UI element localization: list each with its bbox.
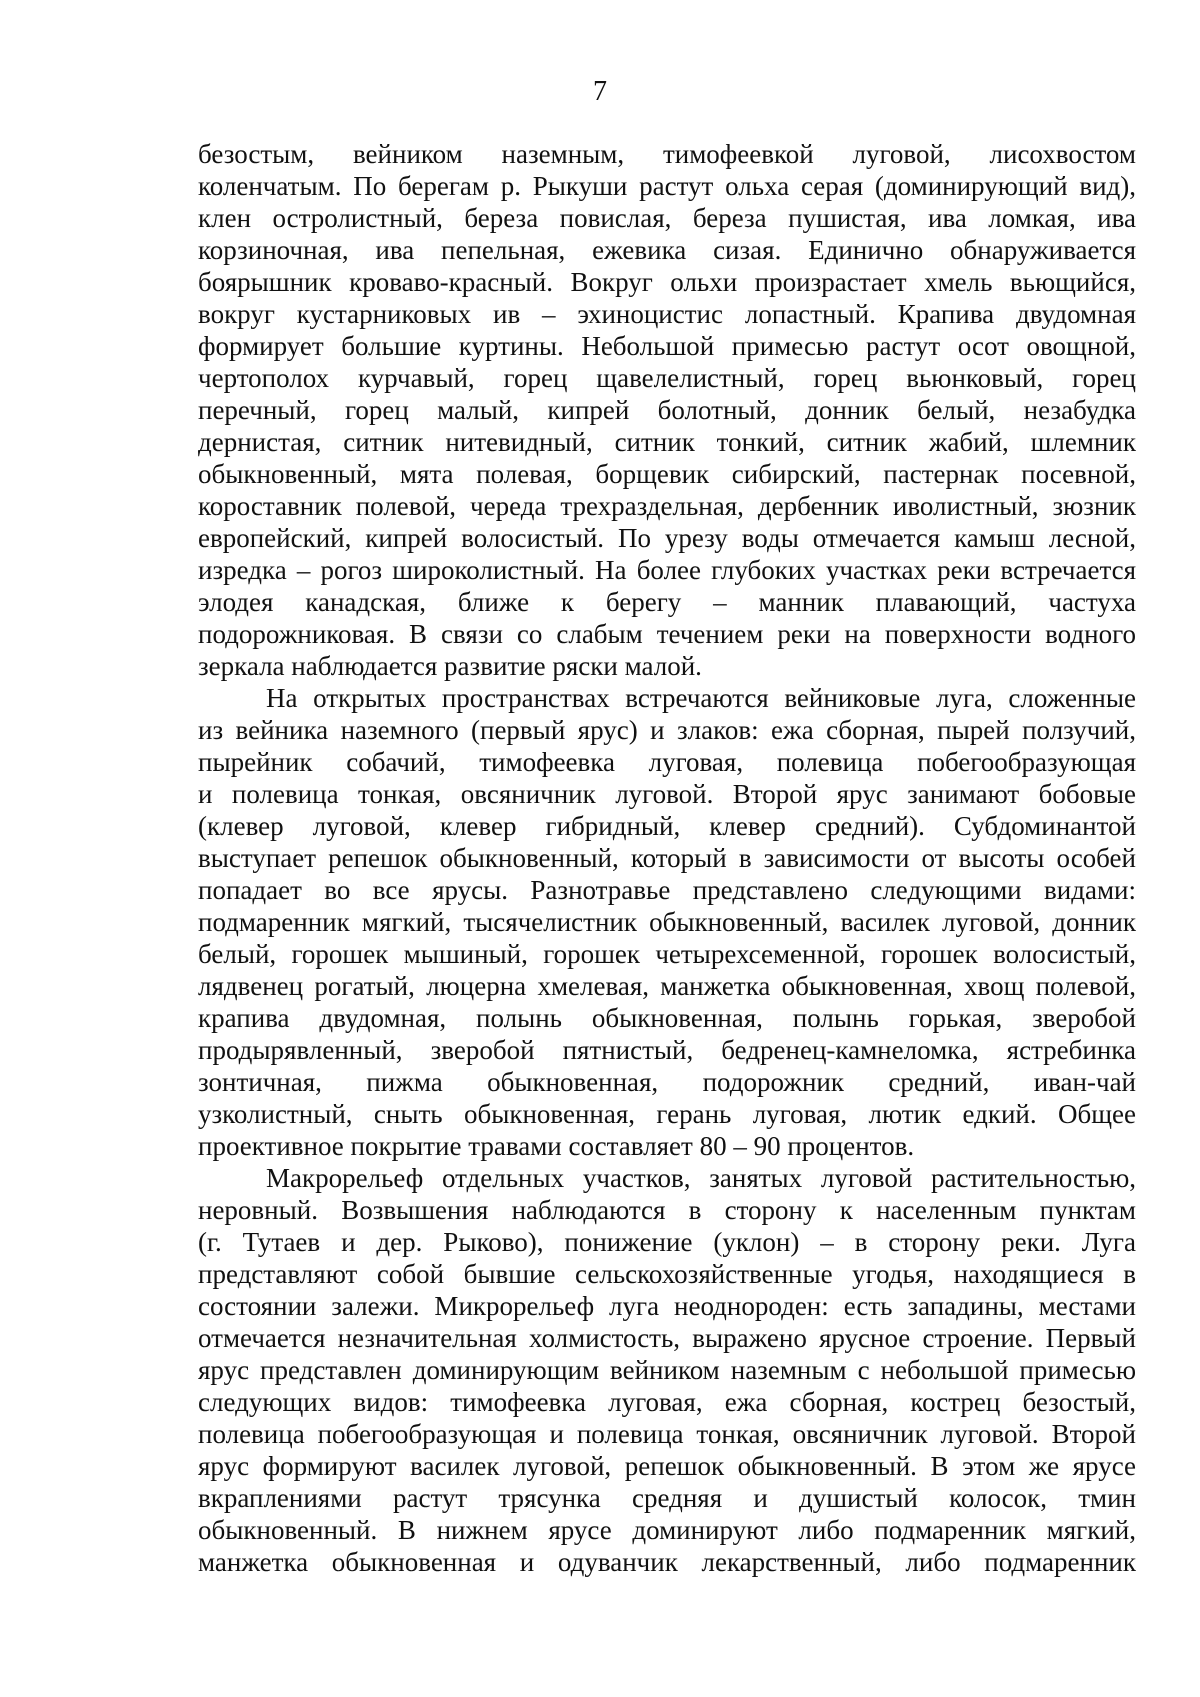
text-line: белый, горошек мышиный, горошек четырехсеменной, горошек волосистый, [198, 939, 1136, 969]
text-line: пырейник собачий, тимофеевка луговая, полевица побегообразующая [198, 747, 1136, 777]
document-body [198, 138, 1136, 1578]
text-line: безостым, вейником наземным, тимофеевкой луговой, лисохвостом [198, 139, 1136, 169]
text-line: лядвенец рогатый, люцерна хмелевая, манжетка обыкновенная, хвощ полевой, [198, 971, 1136, 1001]
text-line: клен остролистный, береза повислая, береза пушистая, ива ломкая, ива [198, 203, 1136, 233]
text-line: изредка – рогоз широколистный. На более глубоких участках реки встречается [198, 555, 1136, 585]
text-line: ярус представлен доминирующим вейником наземным с небольшой примесью [198, 1355, 1136, 1385]
text-line: коленчатым. По берегам р. Рыкуши растут ольха серая (доминирующий вид), [198, 171, 1136, 201]
text-line: боярышник кроваво-красный. Вокруг ольхи произрастает хмель вьющийся, [198, 267, 1136, 297]
text-line: и полевица тонкая, овсяничник луговой. Второй ярус занимают бобовые [198, 779, 1136, 809]
text-line: вокруг кустарниковых ив – эхиноцистис лопастный. Крапива двудомная [198, 299, 1136, 329]
paragraph [198, 138, 1136, 682]
text-line: формирует большие куртины. Небольшой примесью растут осот овощной, [198, 331, 1136, 361]
text-line: (г. Тутаев и дер. Рыково), понижение (уклон) – в сторону реки. Луга [198, 1227, 1136, 1257]
text-line: подорожниковая. В связи со слабым течением реки на поверхности водного [198, 619, 1136, 649]
text-line: отмечается незначительная холмистость, выражено ярусное строение. Первый [198, 1323, 1136, 1353]
text-line: (клевер луговой, клевер гибридный, клевер средний). Субдоминантой [198, 811, 1136, 841]
text-line: вкраплениями растут трясунка средняя и душистый колосок, тмин [198, 1483, 1136, 1513]
text-line: корзиночная, ива пепельная, ежевика сизая. Единично обнаруживается [198, 235, 1136, 265]
text-line: попадает во все ярусы. Разнотравье представлено следующими видами: [198, 875, 1136, 905]
text-line: представляют собой бывшие сельскохозяйственные угодья, находящиеся в [198, 1259, 1136, 1289]
text-line: зонтичная, пижма обыкновенная, подорожник средний, иван-чай [198, 1067, 1136, 1097]
text-line: выступает репешок обыкновенный, который в зависимости от высоты особей [198, 843, 1136, 873]
text-line: ярус формируют василек луговой, репешок обыкновенный. В этом же ярусе [198, 1451, 1136, 1481]
page-number: 7 [593, 76, 607, 107]
text-line: короставник полевой, череда трехраздельная, дербенник иволистный, зюзник [198, 491, 1136, 521]
paragraph [198, 682, 1136, 1162]
text-line: из вейника наземного (первый ярус) и злаков: ежа сборная, пырей ползучий, [198, 715, 1136, 745]
text-line: европейский, кипрей волосистый. По урезу воды отмечается камыш лесной, [198, 523, 1136, 553]
text-line: дернистая, ситник нитевидный, ситник тонкий, ситник жабий, шлемник [198, 427, 1136, 457]
text-line: зеркала наблюдается развитие ряски малой. [198, 651, 702, 681]
text-line: чертополох курчавый, горец щавелелистный, горец вьюнковый, горец [198, 363, 1136, 393]
text-line: обыкновенный, мята полевая, борщевик сибирский, пастернак посевной, [198, 459, 1136, 489]
text-line: полевица побегообразующая и полевица тонкая, овсяничник луговой. Второй [198, 1419, 1136, 1449]
text-line: проективное покрытие травами составляет 80 – 90 процентов. [198, 1131, 915, 1161]
text-line: продырявленный, зверобой пятнистый, бедренец-камнеломка, ястребинка [198, 1035, 1136, 1065]
text-line: манжетка обыкновенная и одуванчик лекарственный, либо подмаренник [198, 1547, 1136, 1577]
text-line: узколистный, сныть обыкновенная, герань луговая, лютик едкий. Общее [198, 1099, 1136, 1129]
text-line: состоянии залежи. Микрорельеф луга неоднороден: есть западины, местами [198, 1291, 1136, 1321]
text-line: элодея канадская, ближе к берегу – манник плавающий, частуха [198, 587, 1136, 617]
text-line: неровный. Возвышения наблюдаются в сторону к населенным пунктам [198, 1195, 1136, 1225]
text-line: На открытых пространствах встречаются вейниковые луга, сложенные [266, 683, 1136, 713]
text-line: перечный, горец малый, кипрей болотный, донник белый, незабудка [198, 395, 1136, 425]
text-line: Макрорельеф отдельных участков, занятых луговой растительностью, [266, 1163, 1136, 1193]
text-line: обыкновенный. В нижнем ярусе доминируют либо подмаренник мягкий, [198, 1515, 1136, 1545]
text-line: следующих видов: тимофеевка луговая, ежа сборная, кострец безостый, [198, 1387, 1136, 1417]
text-line: крапива двудомная, полынь обыкновенная, полынь горькая, зверобой [198, 1003, 1136, 1033]
text-line: подмаренник мягкий, тысячелистник обыкновенный, василек луговой, донник [198, 907, 1136, 937]
paragraph [198, 1162, 1136, 1578]
